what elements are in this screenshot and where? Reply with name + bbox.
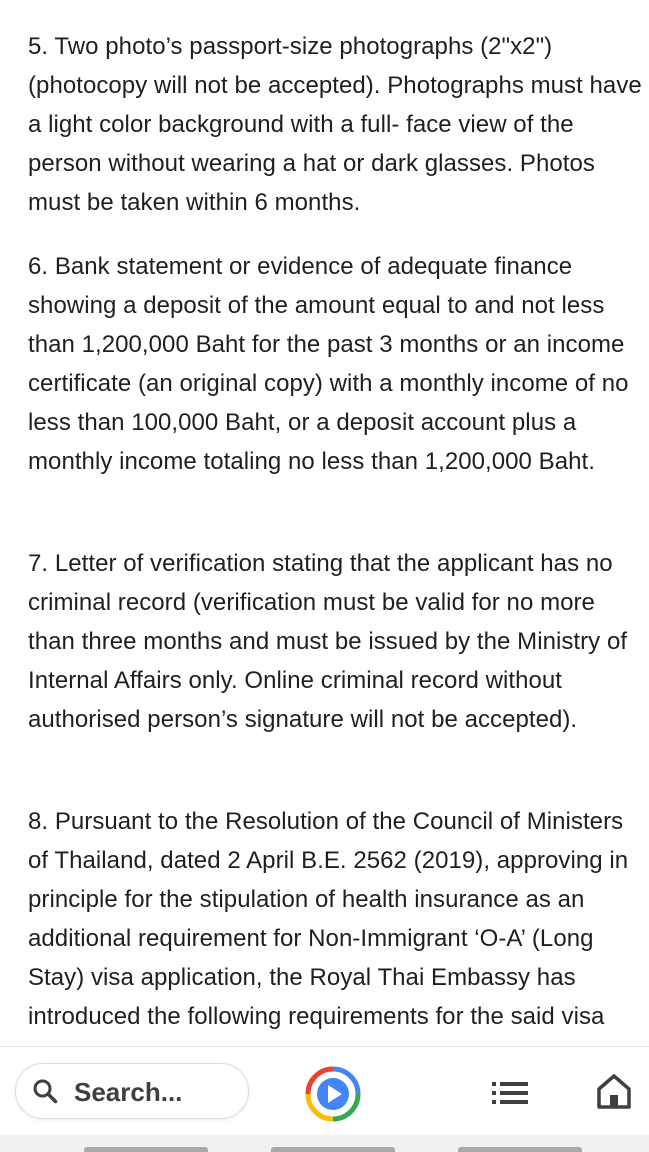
play-circle-icon[interactable] — [304, 1065, 362, 1123]
content-fade — [0, 1030, 649, 1046]
home-icon[interactable] — [594, 1071, 634, 1111]
requirement-paragraph-6: 6. Bank statement or evidence of adequate finance showing a deposit of the amount equal to and not less than 1,200,000 Baht for the past 3 months or an income certificate (an original copy) with a monthly income of no less than 100,000 Baht, or a deposit account plus a monthly income totaling no less than 1,200,000 Baht. — [28, 253, 629, 475]
menu-list-icon[interactable] — [490, 1075, 530, 1111]
search-icon — [32, 1078, 58, 1104]
nav-handle-right[interactable] — [458, 1147, 582, 1152]
system-navigation-bar — [0, 1135, 649, 1152]
requirement-paragraph-5: 5. Two photo’s passport-size photographs (2"x2") (photocopy will not be accepted). Photographs must have a light color background with a full- face view of the person without wearing a hat or dark glasses. Photos must be taken within 6 months. — [28, 33, 642, 216]
search-label: Search... — [74, 1077, 183, 1107]
requirement-paragraph-7: 7. Letter of verification stating that the applicant has no criminal record (verification must be valid for no more than three months and must be issued by the Ministry of Internal Affairs only. Online criminal record without authorised person’s signature will not be accepted). — [28, 550, 628, 733]
requirement-paragraph-8: 8. Pursuant to the Resolution of the Council of Ministers of Thailand, dated 2 April B.E. 2562 (2019), approving in principle for the stipulation of health insurance as an additional requirement for Non-Immigrant ‘O-A’ (Long Stay) visa application, the Royal Thai Embassy has introduced the following requirements for the said visa — [28, 808, 629, 1030]
bottom-toolbar — [0, 1046, 649, 1152]
nav-handle-center[interactable] — [271, 1147, 395, 1152]
search-button[interactable] — [15, 1063, 249, 1119]
nav-handle-left[interactable] — [84, 1147, 208, 1152]
